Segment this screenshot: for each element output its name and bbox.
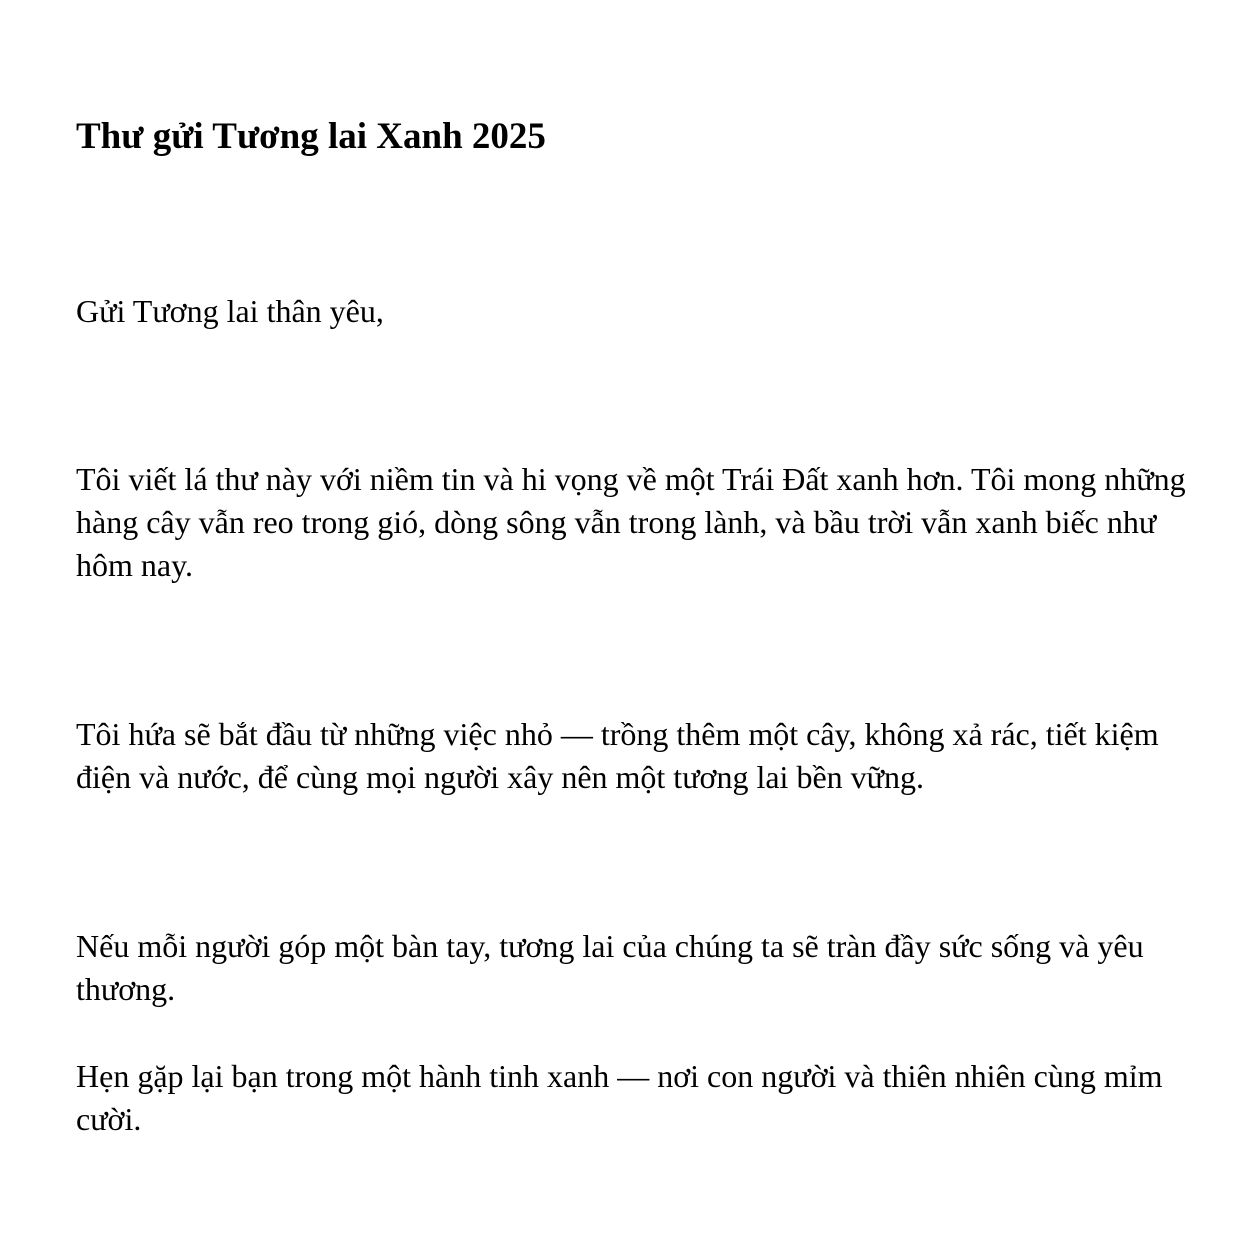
letter-paragraph-together: Nếu mỗi người góp một bàn tay, tương lai của chúng ta sẽ tràn đầy sức sống và yêu thương.	[76, 928, 1144, 1007]
letter-greeting: Gửi Tương lai thân yêu,	[76, 293, 384, 329]
letter-paragraph-closing: Hẹn gặp lại bạn trong một hành tinh xanh — nơi con người và thiên nhiên cùng mỉm cười.	[76, 1058, 1163, 1137]
letter-paragraph-promise: Tôi hứa sẽ bắt đầu từ những việc nhỏ — trồng thêm một cây, không xả rác, tiết kiệm điện và nước, để cùng mọi người xây nên một tương lai bền vững.	[76, 716, 1159, 795]
letter-paragraph-hope: Tôi viết lá thư này với niềm tin và hi vọng về một Trái Đất xanh hơn. Tôi mong những hàng cây vẫn reo trong gió, dòng sông vẫn trong lành, và bầu trời vẫn xanh biếc như hôm nay.	[76, 461, 1186, 583]
letter-title: Thư gửi Tương lai Xanh 2025	[76, 116, 546, 157]
